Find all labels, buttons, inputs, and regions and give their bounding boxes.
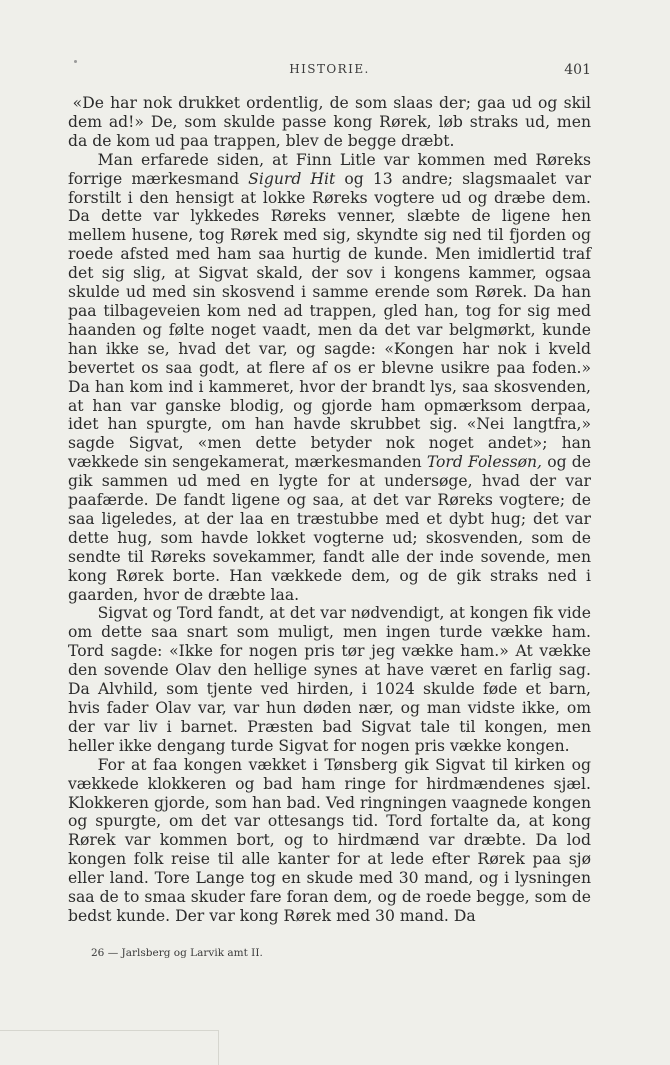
- page-number: 401: [564, 62, 591, 78]
- paragraph-2-text-c: og de gik sammen ud med en lygte for at undersøge, hvad der var paafærde. De fandt ligene og saa, at det var Røreks vogtere; de saa ligeledes, at der laa en træstubbe med et dybt hug; det var dette hug, som havde lokket vogterne ud; skosvenden, som de sendte til Røreks sovekammer, fandt alle der inde sovende, men kong Rørek borte. Han vækkede dem, og de gik straks ned i gaarden, hvor de dræbte laa.: [68, 453, 591, 604]
- scan-edge-line: [0, 1030, 218, 1031]
- main-text: [68, 94, 591, 926]
- scan-edge-tick: [218, 1030, 219, 1065]
- name-sigurd-hit: Sigurd Hit: [248, 169, 336, 188]
- paragraph-2: [68, 151, 591, 605]
- paragraph-4: For at faa kongen vækket i Tønsberg gik Sigvat til kirken og vækkede klokkeren og bad ham ringe for hirdmændenes sjæl. Klokkeren gjorde, som han bad. Ved ringningen vaagnede kongen og spurgte, om det var ottesangs tid. Tord fortalte da, at kong Rørek var kommen bort, og to hirdmænd var dræbte. Da lod kongen folk reise til alle kanter for at lede efter Rørek paa sjø eller land. Tore Lange tog en skude med 30 mand, og i lysningen saa de to smaa skuder fare foran dem, og de roede begge, som de bedst kunde. Der var kong Rørek med 30 mand. Da: [68, 755, 591, 925]
- paragraph-2-text-a: Man erfarede siden, at Finn Litle var kommen med Røreks forrige mærkesmand: [68, 150, 591, 188]
- name-tord-folessoen: Tord Folessøn,: [426, 453, 542, 472]
- running-title: HISTORIE.: [289, 62, 370, 76]
- paragraph-1: «De har nok drukket ordentlig, de som slaas der; gaa ud og skil dem ad!» De, som skulde passe kong Rørek, løb straks ud, men da de kom ud paa trappen, blev de begge dræbt.: [68, 94, 591, 150]
- paragraph-2-text-b: og 13 andre; slagsmaalet var forstilt i den hensigt at lokke Røreks vogtere ud og dræbe dem. Da dette var lykkedes Røreks venner, slæbte de ligene hen mellem husene, tog Rørek med sig, skyndte sig ned til fjorden og roede afsted med ham saa hurtig de kunde. Men imidlertid traf det sig slig, at Sigvat skald, der sov i kongens kammer, ogsaa skulde ud med sin skosvend i samme erende som Rørek. Da han paa tilbageveien kom ned ad trappen, gled han, tog for sig med haanden og følte noget vaadt, men da det var belgmørkt, kunde han ikke se, hvad det var, og sagde: «Kongen har nok i kveld bevertet os saa godt, at flere af os er blevne usikre paa foden.» Da han kom ind i kammeret, hvor der brandt lys, saa skosvenden, at han var ganske blodig, og gjorde ham opmærksom derpaa, idet han spurgte, om han havde skrubbet sig. «Nei langtfra,» sagde Sigvat, «men dette betyder nok noget andet»; han vækkede sin sengekamerat, mærkesmanden: [68, 169, 591, 472]
- running-head: [68, 62, 591, 80]
- signature-mark: 26 — Jarlsberg og Larvik amt II.: [91, 947, 263, 959]
- paragraph-3: Sigvat og Tord fandt, at det var nødvendigt, at kongen fik vide om dette saa snart som muligt, men ingen turde vække ham. Tord sagde: «Ikke for nogen pris tør jeg vække ham.» At vække den sovende Olav den hellige synes at have været en farlig sag. Da Alvhild, som tjente ved hirden, i 1024 skulde føde et barn, hvis fader Olav var, var hun døden nær, og man vidste ikke, om der var liv i barnet. Præsten bad Sigvat tale til kongen, men heller ikke dengang turde Sigvat for nogen pris vække kongen.: [68, 604, 591, 755]
